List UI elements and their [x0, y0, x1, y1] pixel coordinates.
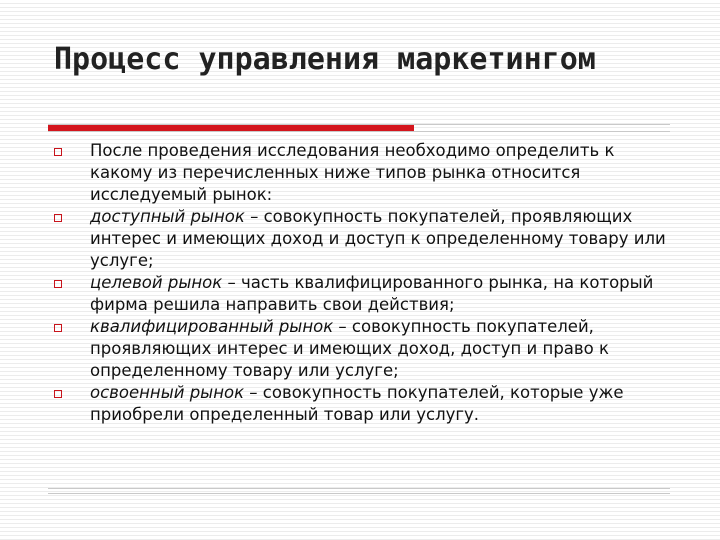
list-item [0, 206, 720, 272]
bullet-term: целевой рынок [90, 273, 223, 292]
bullet-text [90, 272, 670, 316]
list-item [0, 272, 720, 316]
bullet-term: освоенный рынок [90, 383, 245, 402]
square-bullet-icon [54, 324, 62, 332]
square-bullet-icon [54, 214, 62, 222]
bullet-text [90, 382, 670, 426]
list-item [0, 382, 720, 426]
bullet-term: квалифицированный рынок [90, 317, 334, 336]
bullet-body: – совокупность покупателей, проявляющих интерес и имеющих доход и доступ к определенному товару или услуге; [90, 207, 666, 270]
title-divider [48, 124, 670, 132]
bullet-term: доступный рынок [90, 207, 245, 226]
bullet-body: – часть квалифицированного рынка, на который фирма решила направить свои действия; [90, 273, 654, 314]
title-divider-accent [48, 125, 414, 131]
square-bullet-icon [54, 148, 62, 156]
list-item [0, 140, 720, 206]
bullet-text [90, 316, 670, 382]
bullet-body: – совокупность покупателей, проявляющих интерес и имеющих доход, доступ и право к определенному товару или услуге; [90, 317, 609, 380]
bullet-text [90, 140, 670, 206]
list-item [0, 316, 720, 382]
bullet-text [90, 206, 670, 272]
square-bullet-icon [54, 390, 62, 398]
bullet-list [0, 140, 720, 426]
square-bullet-icon [54, 280, 62, 288]
slide-title: Процесс управления маркетингом [54, 42, 596, 77]
footer-divider [48, 488, 670, 494]
bullet-body: После проведения исследования необходимо определить к какому из перечисленных ниже типов рынка относится исследуемый рынок: [90, 141, 615, 204]
bullet-body: – совокупность покупателей, которые уже приобрели определенный товар или услугу. [90, 383, 624, 424]
